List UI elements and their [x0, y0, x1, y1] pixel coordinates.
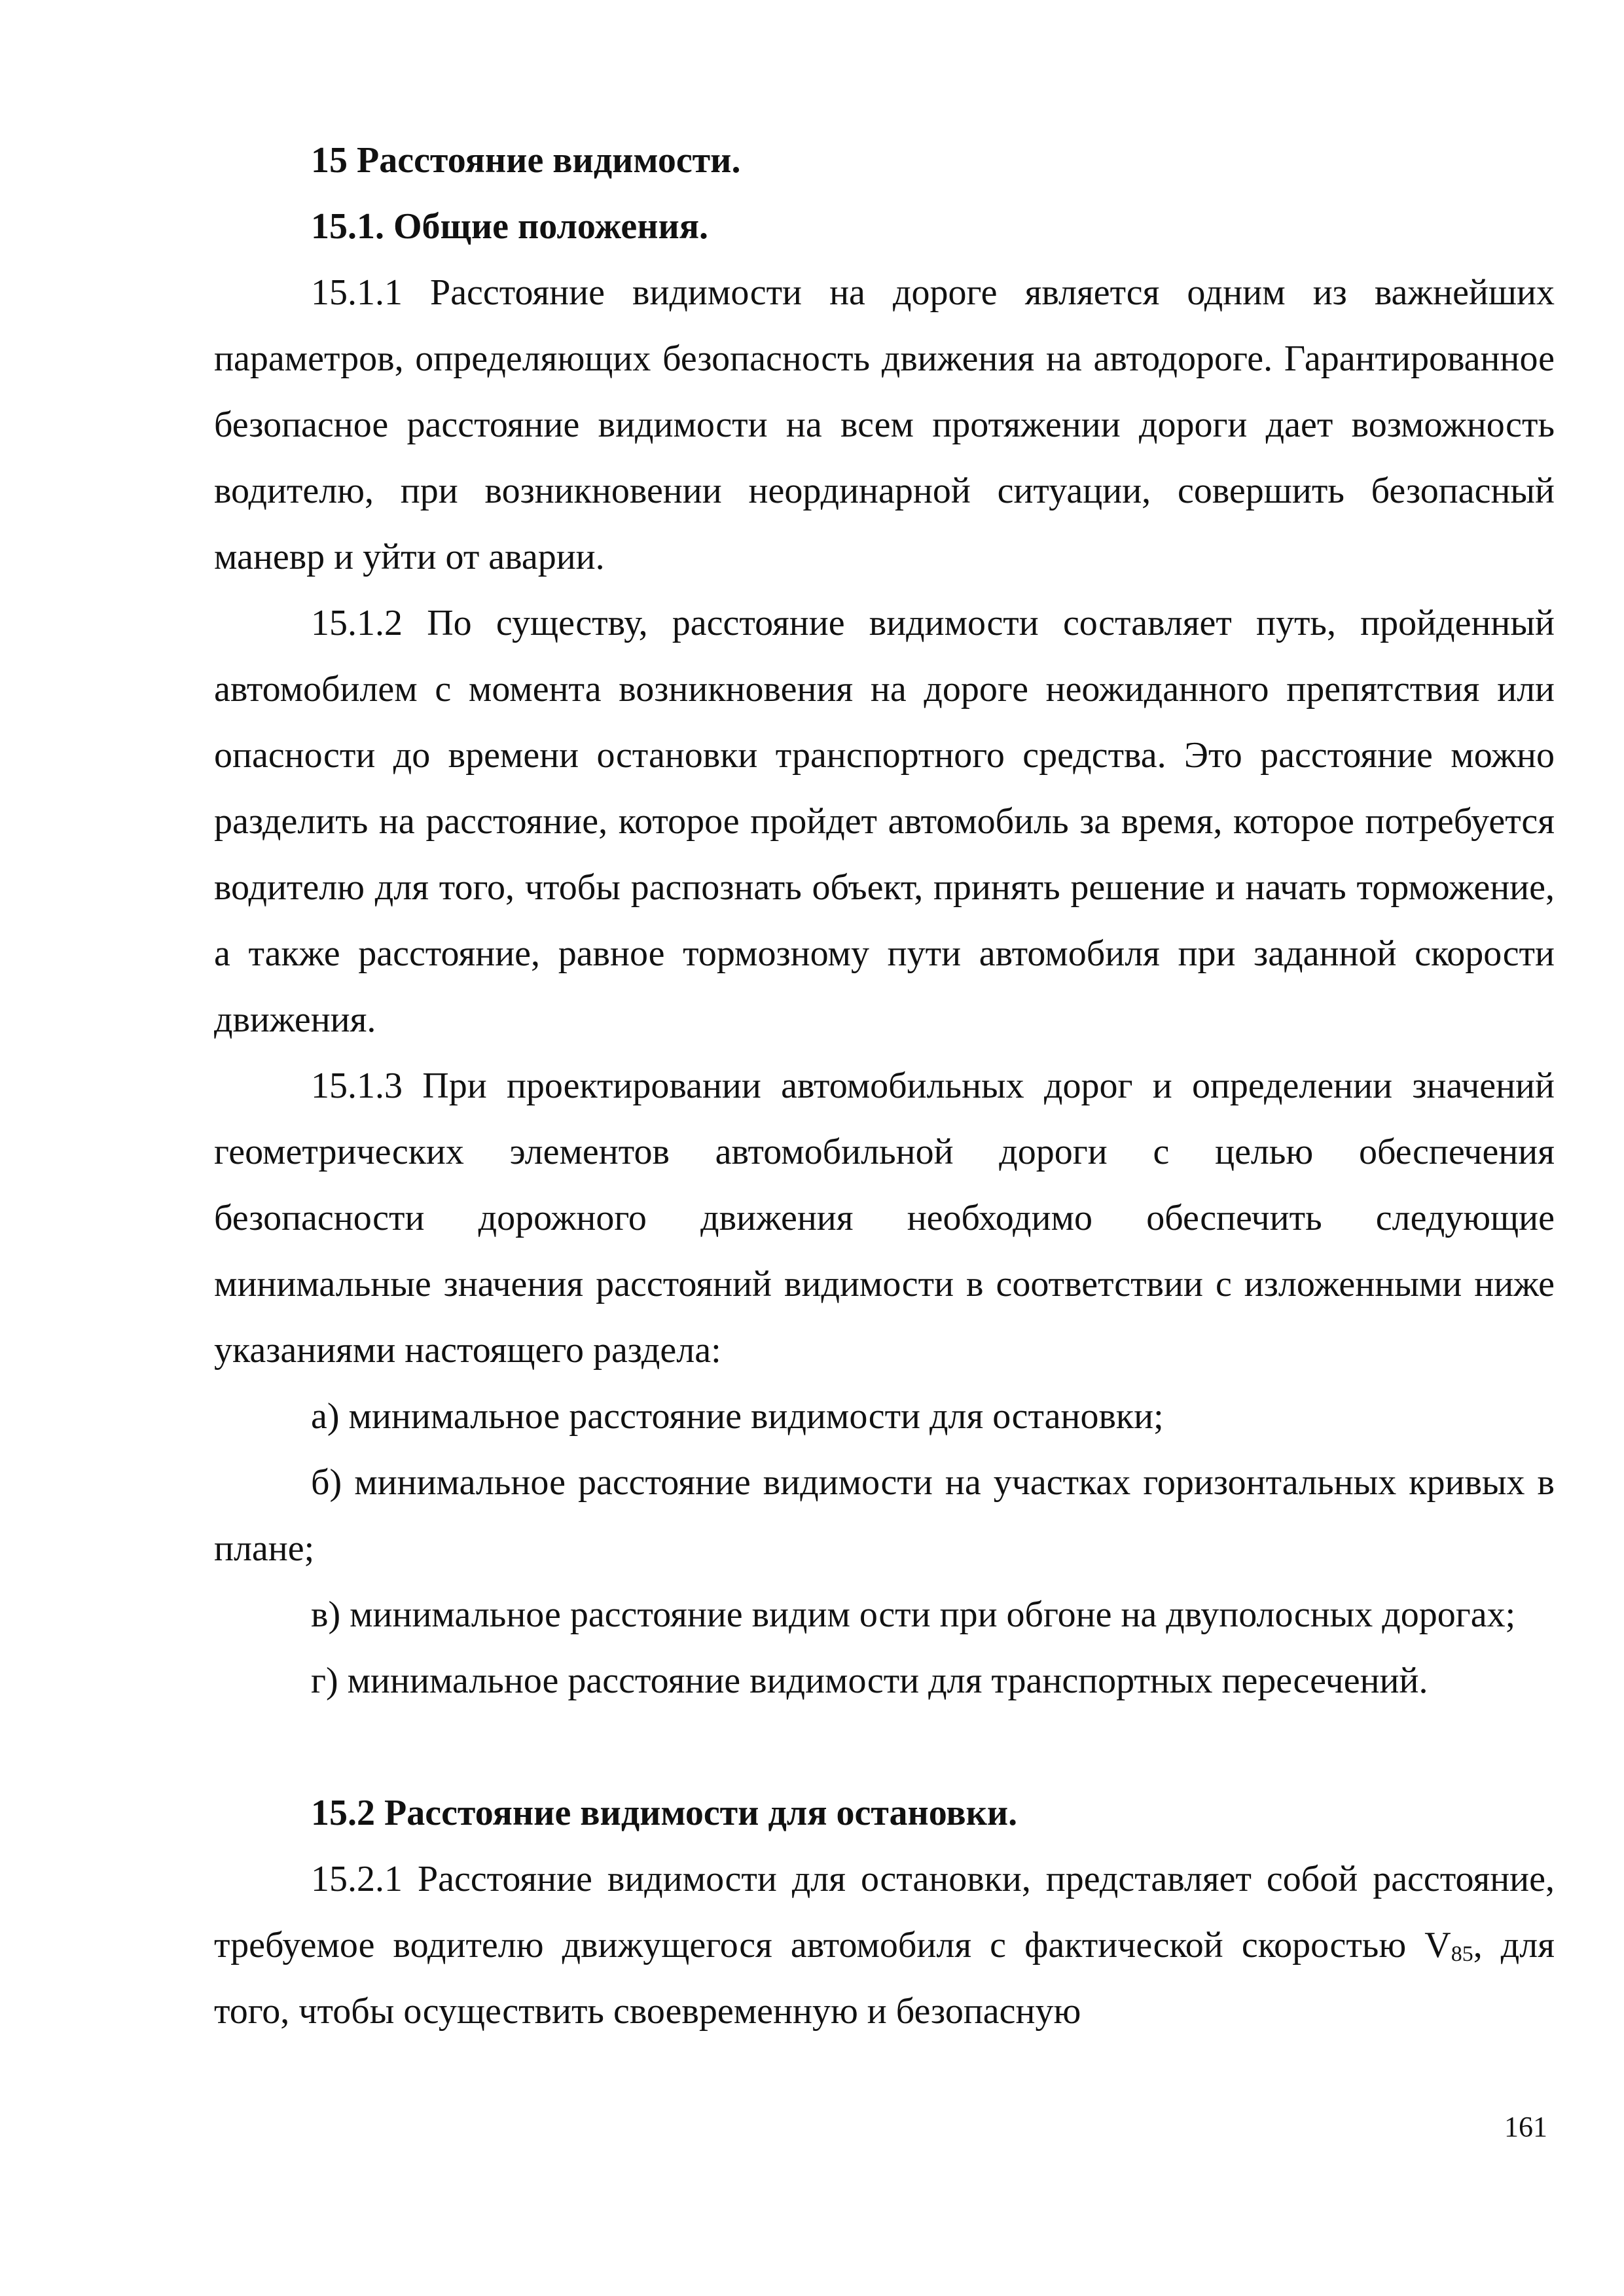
paragraph-15-1-2: 15.1.2 По существу, расстояние видимости составляет путь, пройденный автомобилем с момента возникновения на дороге неожиданного препятствия или опасности до времени остановки транспортного средства. Это расстояние можно разделить на расстояние, которое пройдет автомобиль за время, которое потребуется водителю для того, чтобы распознать объект, принять решение и начать торможение, а также расстояние, равное тормозному пути автомобиля при заданной скорости движения.	[214, 603, 1555, 1040]
list-item-c: в) минимальное расстояние видим ости при обгоне на двуполосных дорогах;	[311, 1594, 1516, 1635]
list-item-b: б) минимальное расстояние видимости на участках горизонтальных кривых в плане;	[214, 1462, 1555, 1569]
speed-subscript: 85	[1451, 1942, 1473, 1966]
paragraph-15-2-1-text-end: , для того, чтобы осуществить своевременную и безопасную	[214, 1925, 1555, 2032]
subsection-title: 15.1. Общие положения.	[311, 206, 709, 247]
document-page	[214, 128, 1555, 2045]
section-2-title: 15.2 Расстояние видимости для остановки.	[311, 1793, 1018, 1833]
list-item-d: г) минимальное расстояние видимости для транспортных пересечений.	[311, 1660, 1428, 1701]
paragraph-15-2-1-text-start: 15.2.1 Расстояние видимости для остановки, представляет собой расстояние, требуемое водителю движущегося автомобиля с фактической скоростью V	[214, 1859, 1555, 1965]
paragraph-15-1-3: 15.1.3 При проектировании автомобильных дорог и определении значений геометрических элементов автомобильной дороги с целью обеспечения безопасности дорожного движения необходимо обеспечить следующие минимальные значения расстояний видимости в соответствии с изложенными ниже указаниями настоящего раздела:	[214, 1066, 1555, 1371]
paragraph-15-1-1: 15.1.1 Расстояние видимости на дороге является одним из важнейших параметров, определяющих безопасность движения на автодороге. Гарантированное безопасное расстояние видимости на всем протяжении дороги дает возможность водителю, при возникновении неординарной ситуации, совершить безопасный маневр и уйти от аварии.	[214, 272, 1555, 577]
section-spacer	[214, 1714, 1555, 1780]
page-number: 161	[1504, 2111, 1547, 2143]
paragraph-15-2-1	[214, 1846, 1555, 2045]
section-title: 15 Расстояние видимости.	[311, 140, 741, 181]
list-item-a: а) минимальное расстояние видимости для остановки;	[311, 1396, 1164, 1437]
